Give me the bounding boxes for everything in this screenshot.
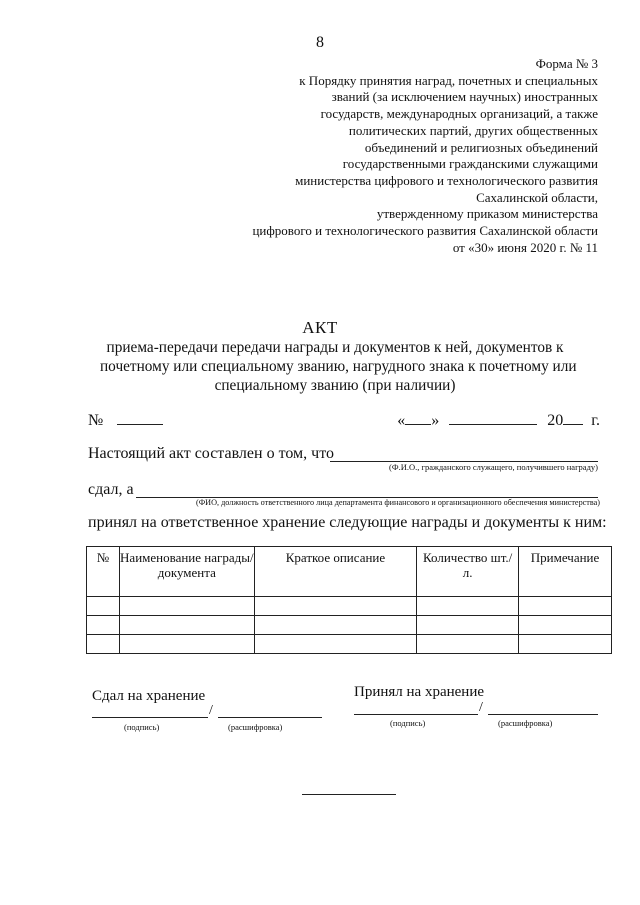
accepted-sign-line[interactable] [354, 714, 478, 715]
header-line: к Порядку принятия наград, почетных и специальных [299, 72, 598, 88]
subtitle-line: специальному званию (при наличии) [214, 377, 456, 394]
table-row [87, 597, 612, 616]
table-cell[interactable] [119, 597, 254, 616]
date-open-quote: « [397, 412, 406, 429]
table-cell[interactable] [519, 597, 612, 616]
header-line: Сахалинской области, [476, 189, 598, 205]
table-cell[interactable] [87, 597, 120, 616]
table-cell[interactable] [254, 635, 417, 654]
header-line: объединений и религиозных объединений [364, 139, 598, 155]
table-row [87, 616, 612, 635]
col-quantity: Количество шт./ л. [417, 547, 519, 597]
col-name: Наименование награды/ документа [119, 547, 254, 597]
table-cell[interactable] [254, 597, 417, 616]
composed-label: Настоящий акт составлен о том, что [88, 445, 335, 462]
header-line: утвержденному приказом министерства [376, 206, 598, 222]
table-cell[interactable] [119, 616, 254, 635]
subtitle-line: почетному или специальному званию, нагрудного знака к почетному или [100, 358, 577, 375]
table-cell[interactable] [519, 635, 612, 654]
accepted-decode-hint: (расшифровка) [498, 718, 553, 728]
year-blank[interactable] [563, 410, 583, 425]
accepted-sign-hint: (подпись) [390, 718, 426, 728]
handed-hint: (ФИО, должность ответственного лица департамента финансового и организационного обеспечения министерства) [195, 498, 600, 507]
table-cell[interactable] [87, 616, 120, 635]
header-line: званий (за исключением научных) иностранных [331, 89, 598, 105]
handed-blank[interactable] [136, 483, 598, 498]
table-cell[interactable] [87, 635, 120, 654]
number-label: № [88, 412, 104, 429]
handed-decode-hint: (расшифровка) [228, 722, 283, 732]
accepted-text: принял на ответственное хранение следующие награды и документы к ним: [88, 514, 607, 531]
col-note: Примечание [519, 547, 612, 597]
col-number: № [87, 547, 120, 597]
handed-slash: / [209, 703, 213, 718]
table-cell[interactable] [417, 635, 519, 654]
accepted-decode-line[interactable] [488, 714, 598, 715]
day-blank[interactable] [405, 410, 431, 425]
handed-decode-line[interactable] [218, 717, 322, 718]
bottom-rule [302, 794, 396, 795]
table-cell[interactable] [417, 597, 519, 616]
table-cell[interactable] [417, 616, 519, 635]
number-blank[interactable] [117, 410, 163, 425]
act-title: АКТ [302, 318, 338, 337]
composed-hint: (Ф.И.О., гражданского служащего, получившего награду) [389, 462, 598, 472]
date-close-quote: » [431, 412, 440, 429]
year-prefix: 20 [547, 412, 564, 429]
month-blank[interactable] [449, 410, 537, 425]
header-line: государственными гражданскими служащими [342, 156, 598, 172]
header-line: министерства цифрового и технологического развития [295, 172, 598, 188]
header-line: государств, международных организаций, а также [320, 106, 598, 122]
form-header [198, 56, 598, 256]
act-date-field [397, 410, 600, 430]
year-suffix: г. [591, 412, 600, 429]
handed-sign-line[interactable] [92, 717, 208, 718]
table-row [87, 635, 612, 654]
header-line: политических партий, других общественных [348, 122, 598, 138]
act-subtitle [100, 338, 577, 395]
subtitle-line: приема-передачи передачи награды и документов к ней, документов к [106, 339, 564, 356]
composed-blank[interactable] [330, 447, 598, 462]
accepted-signature-label: Принял на хранение [354, 684, 485, 700]
header-line: от «30» июня 2020 г. № 11 [452, 239, 598, 255]
table-header-row [87, 547, 612, 597]
page-number: 8 [316, 34, 324, 51]
table-cell[interactable] [519, 616, 612, 635]
header-line: Форма № 3 [535, 56, 598, 71]
accepted-slash: / [479, 700, 483, 715]
handed-signature-label: Сдал на хранение [92, 688, 206, 704]
col-description: Краткое описание [254, 547, 417, 597]
items-table [86, 546, 612, 654]
handed-sign-hint: (подпись) [124, 722, 160, 732]
table-cell[interactable] [119, 635, 254, 654]
header-line: цифрового и технологического развития Сахалинской области [252, 223, 598, 239]
table-cell[interactable] [254, 616, 417, 635]
handed-label: сдал, а [88, 481, 134, 498]
act-number-field [88, 410, 163, 430]
